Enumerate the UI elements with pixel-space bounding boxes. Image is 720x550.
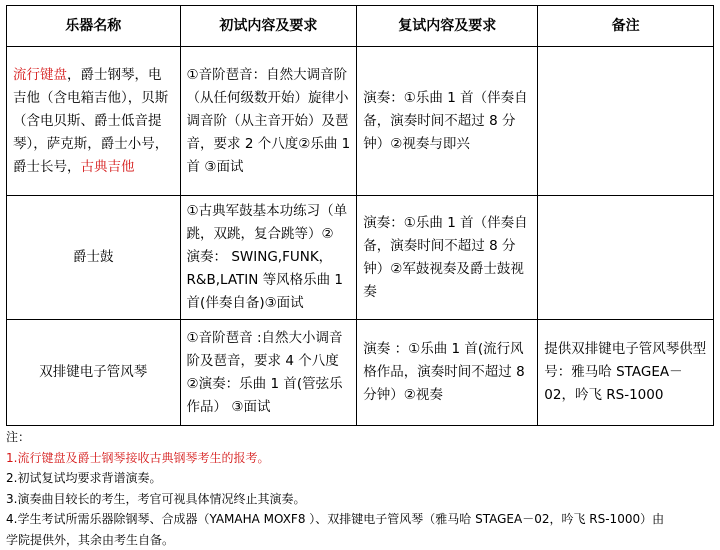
note-cell xyxy=(538,196,714,320)
notes-section xyxy=(6,427,714,550)
requirements-table xyxy=(6,5,714,426)
table-row xyxy=(7,47,714,196)
first-round-cell: ①音阶琶音 :自然大小调音阶及琶音，要求 4 个八度 ②演奏：乐曲 1 首(管弦乐作品） ③面试 xyxy=(180,320,357,426)
table-row xyxy=(7,320,714,426)
first-round-cell: ①古典军鼓基本功练习（单跳，双跳，复合跳等）② 演奏： SWING,FUNK，R&B,LATIN 等风格乐曲 1 首(伴奏自备)③面试 xyxy=(180,196,357,320)
second-round-cell: 演奏 ：①乐曲 1 首(流行风格作品，演奏时间不超过 8 分钟）②视奏 xyxy=(357,320,538,426)
table-header-row xyxy=(7,6,714,47)
header-notes: 备注 xyxy=(538,6,714,47)
note-item: 2.初试复试均要求背谱演奏。 xyxy=(6,471,162,485)
note-cell xyxy=(538,47,714,196)
header-first-round: 初试内容及要求 xyxy=(180,6,357,47)
note-item: 3.演奏曲目较长的考生，考官可视具体情况终止其演奏。 xyxy=(6,491,306,506)
table-row xyxy=(7,196,714,320)
note-item: 4.学生考试所需乐器除钢琴、合成器（YAMAHA MOXF8 ）、双排键电子管风琴（雅马哈 STAGEA－02，吟飞 RS-1000）由 xyxy=(6,512,665,526)
note-item: 学院提供外，其余由考生自备。 xyxy=(6,532,175,547)
instrument-cell: 爵士鼓 xyxy=(7,196,181,320)
instrument-highlight: 流行键盘 xyxy=(13,66,67,83)
second-round-cell: 演奏：①乐曲 1 首（伴奏自备，演奏时间不超过 8 分钟）②军鼓视奏及爵士鼓视奏 xyxy=(357,196,538,320)
instrument-cell: 双排键电子管风琴 xyxy=(7,320,181,426)
header-instrument: 乐器名称 xyxy=(7,6,181,47)
instrument-cell xyxy=(7,47,181,196)
note-item: 1.流行键盘及爵士钢琴接收古典钢琴考生的报考。 xyxy=(6,450,270,465)
note-cell: 提供双排键电子管风琴供型号：雅马哈 STAGEA－02，吟飞 RS-1000 xyxy=(538,320,714,426)
first-round-cell: ①音阶琶音：自然大调音阶（从任何级数开始）旋律小调音阶（从主音开始）及琶音，要求 2 个八度②乐曲 1 首 ③面试 xyxy=(180,47,357,196)
instrument-highlight: 古典吉他 xyxy=(80,158,135,175)
instrument-text: ，爵士钢琴，电吉他（含电箱吉他），贝斯（含电贝斯、爵士低音提琴），萨克斯，爵士小号，爵士长号， xyxy=(13,66,169,175)
header-second-round: 复试内容及要求 xyxy=(357,6,538,47)
notes-title: 注： xyxy=(6,430,31,444)
second-round-cell: 演奏：①乐曲 1 首（伴奏自备，演奏时间不超过 8 分钟）②视奏与即兴 xyxy=(357,47,538,196)
